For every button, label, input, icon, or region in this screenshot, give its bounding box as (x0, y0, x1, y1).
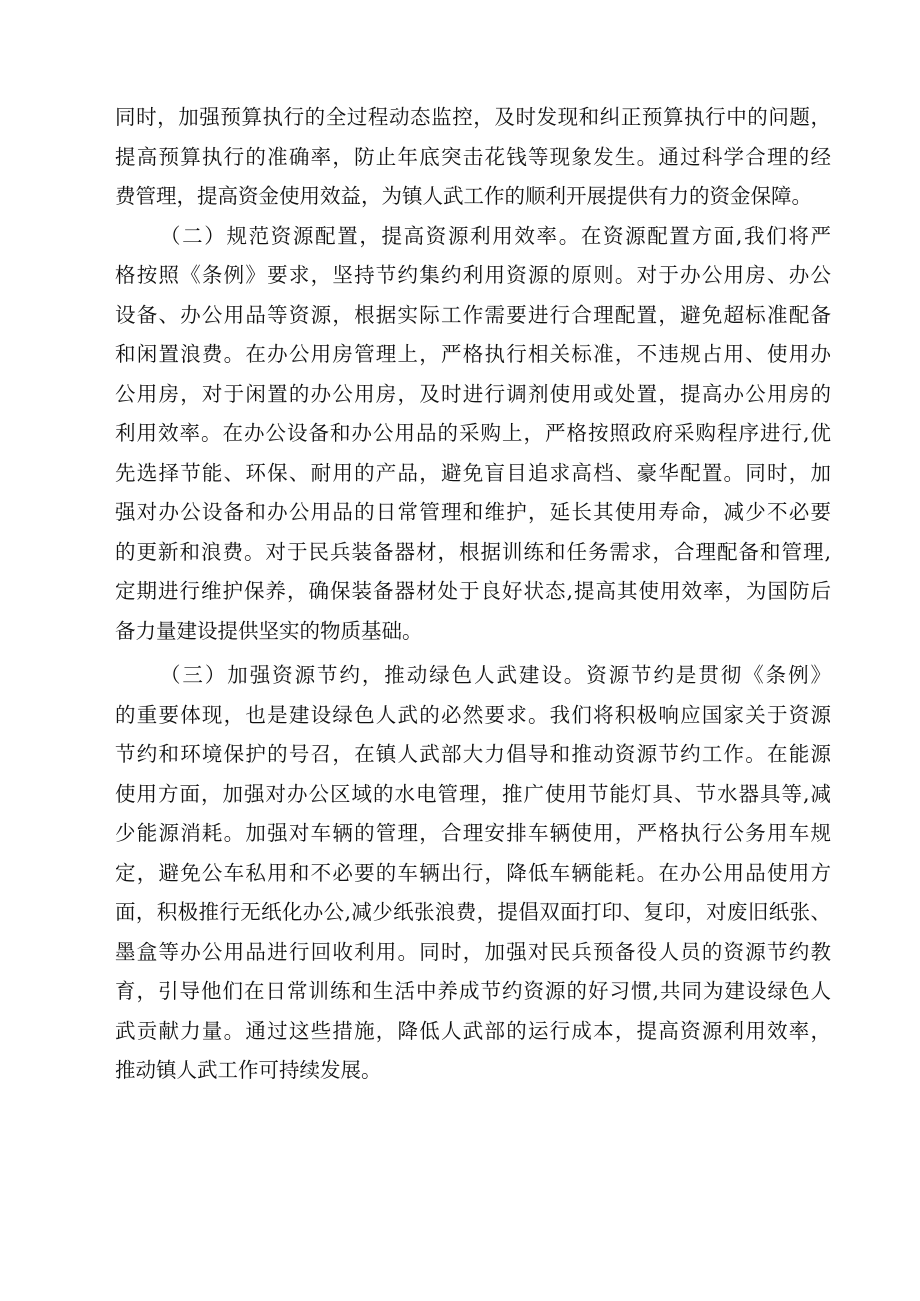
paragraph-line: 备力量建设提供坚实的物质基础。 (115, 618, 423, 643)
paragraph-line: 公用房，对于闲置的办公用房，及时进行调剂使用或处置，提高办公用房的 (115, 381, 831, 406)
paragraph-line: 格按照《条例》要求，坚持节约集约利用资源的原则。对于办公用房、办公 (115, 263, 831, 287)
paragraph-line: （三）加强资源节约，推动绿色人武建设。资源节约是贯彻《条例》 (160, 663, 831, 687)
paragraph-line: 节约和环境保护的号召，在镇人武部大力倡导和推动资源节约工作。在能源 (115, 742, 831, 766)
paragraph-resource-saving (115, 656, 831, 1091)
paragraph-line: 育，引导他们在日常训练和生活中养成节约资源的好习惯,共同为建设绿色人 (115, 979, 831, 1003)
paragraph-line: 强对办公设备和办公用品的日常管理和维护，延长其使用寿命，减少不必要 (115, 500, 831, 524)
paragraph-line: 的更新和浪费。对于民兵装备器材，根据训练和任务需求，合理配备和管理, (115, 539, 831, 564)
paragraph-budget-monitoring (115, 98, 831, 217)
paragraph-line: 提高预算执行的准确率，防止年底突击花钱等现象发生。通过科学合理的经 (115, 144, 831, 169)
paragraph-line: 墨盒等办公用品进行回收利用。同时，加强对民兵预备役人员的资源节约教 (115, 939, 831, 964)
paragraph-line: （二）规范资源配置，提高资源利用效率。在资源配置方面,我们将严 (160, 223, 831, 248)
paragraph-line: 费管理，提高资金使用效益，为镇人武工作的顺利开展提供有力的资金保障。 (115, 184, 812, 208)
paragraph-line: 定，避免公车私用和不必要的车辆出行，降低车辆能耗。在办公用品使用方 (115, 860, 831, 885)
document-page (115, 98, 831, 1091)
paragraph-line: 利用效率。在办公设备和办公用品的采购上，严格按照政府采购程序进行,优 (115, 421, 831, 445)
paragraph-line: 武贡献力量。通过这些措施，降低人武部的运行成本，提高资源利用效率， (115, 1018, 831, 1043)
paragraph-resource-allocation (115, 217, 831, 652)
paragraph-line: 定期进行维护保养，确保装备器材处于良好状态,提高其使用效率，为国防后 (115, 579, 831, 603)
paragraph-line: 同时，加强预算执行的全过程动态监控，及时发现和纠正预算执行中的问题， (115, 105, 831, 129)
paragraph-line: 设备、办公用品等资源，根据实际工作需要进行合理配置，避免超标准配备 (115, 302, 831, 327)
paragraph-line: 少能源消耗。加强对车辆的管理，合理安排车辆使用，严格执行公务用车规 (115, 821, 831, 845)
paragraph-line: 的重要体现，也是建设绿色人武的必然要求。我们将积极响应国家关于资源 (115, 702, 831, 727)
paragraph-line: 先选择节能、环保、耐用的产品，避免盲目追求高档、豪华配置。同时，加 (115, 460, 831, 485)
paragraph-line: 和闲置浪费。在办公用房管理上，严格执行相关标准，不违规占用、使用办 (115, 342, 831, 366)
paragraph-line: 面，积极推行无纸化办公,减少纸张浪费，提倡双面打印、复印，对废旧纸张、 (115, 900, 831, 924)
paragraph-line: 使用方面，加强对办公区域的水电管理，推广使用节能灯具、节水器具等,减 (115, 781, 831, 806)
paragraph-line: 推动镇人武工作可持续发展。 (115, 1058, 382, 1082)
